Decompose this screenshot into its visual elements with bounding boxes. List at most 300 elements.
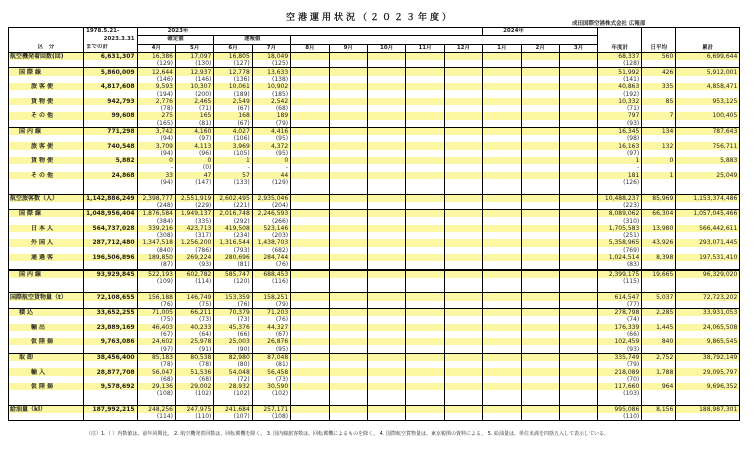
table-row-yoy [9, 232, 740, 239]
total-blank [676, 105, 740, 112]
empty-cell [444, 398, 482, 406]
month-yoy [367, 150, 405, 157]
month-value: 70,379 [214, 308, 252, 316]
daily-blank [642, 361, 676, 368]
month-value: 30,590 [252, 383, 290, 390]
month-value [329, 112, 367, 119]
empty-cell [521, 186, 559, 194]
month-yoy: (81) [214, 261, 252, 269]
month-value [291, 308, 329, 316]
month-value [367, 210, 405, 218]
month-yoy [483, 376, 521, 383]
empty-cell [252, 186, 290, 194]
month-yoy [406, 179, 444, 186]
row-label: 国際線 [9, 68, 84, 76]
month-value [329, 405, 367, 413]
month-value: 2,465 [175, 98, 213, 105]
month-yoy: (317) [175, 232, 213, 239]
row-label: 国際航空貨物量（t） [9, 293, 84, 301]
cumulative-total-value: 72,723,202 [676, 293, 740, 301]
month-value [559, 324, 597, 331]
month-yoy [367, 135, 405, 142]
month-header: 8月 [291, 44, 329, 52]
month-yoy: (146) [175, 76, 213, 83]
month-value [444, 293, 482, 301]
month-value: 29,002 [175, 383, 213, 390]
month-value [291, 98, 329, 105]
month-value [483, 157, 521, 164]
month-value [291, 225, 329, 232]
table-row [9, 127, 740, 135]
row-label-blank [9, 202, 84, 210]
month-yoy [329, 316, 367, 323]
month-yoy: (116) [252, 278, 290, 285]
month-header: 1月 [483, 44, 521, 52]
table-row-yoy [9, 376, 740, 383]
month-value [406, 98, 444, 105]
cumulative-blank [84, 361, 138, 368]
month-yoy [559, 301, 597, 309]
cumulative-value: 33,652,255 [84, 308, 138, 316]
annual-value: 117,660 [598, 383, 642, 390]
month-value: 688,453 [252, 270, 290, 278]
month-value [367, 338, 405, 345]
month-value [521, 254, 559, 261]
month-value: 17,097 [175, 52, 213, 60]
daily-blank [642, 345, 676, 353]
month-yoy: (130) [175, 60, 213, 68]
month-value: 165 [175, 112, 213, 119]
month-yoy [291, 76, 329, 83]
month-yoy [406, 60, 444, 68]
daily-blank [642, 261, 676, 269]
cumulative-blank [84, 76, 138, 83]
month-value [521, 52, 559, 60]
month-yoy: (185) [252, 90, 290, 97]
month-yoy: (189) [214, 90, 252, 97]
month-value [291, 210, 329, 218]
month-yoy: (102) [214, 390, 252, 397]
total-blank [676, 150, 740, 157]
month-yoy: (80) [214, 361, 252, 368]
month-value [406, 127, 444, 135]
cumulative-value: 9,763,086 [84, 338, 138, 345]
cumulative-total-value: 1,057,045,466 [676, 210, 740, 218]
month-value: 16,805 [214, 52, 252, 60]
annual-value: 51,992 [598, 68, 642, 76]
month-yoy: (136) [214, 76, 252, 83]
daily-blank [642, 179, 676, 186]
annual-value: 1 [598, 157, 642, 164]
empty-cell [367, 285, 405, 293]
month-value: 28,932 [214, 383, 252, 390]
row-label-blank [9, 376, 84, 383]
month-yoy: (78) [137, 361, 175, 368]
daily-blank [642, 247, 676, 254]
month-yoy: (78) [175, 361, 213, 368]
month-yoy: (229) [175, 202, 213, 210]
month-yoy [559, 105, 597, 112]
month-yoy [559, 164, 597, 171]
month-value [367, 83, 405, 90]
month-value [444, 142, 482, 149]
month-yoy [559, 202, 597, 210]
daily-average-value: 8,398 [642, 254, 676, 261]
month-header: 12月 [444, 44, 482, 52]
annual-yoy: (83) [598, 261, 642, 269]
month-value: 24,602 [137, 338, 175, 345]
month-yoy [444, 261, 482, 269]
month-value [406, 368, 444, 375]
month-yoy [367, 105, 405, 112]
month-yoy: (76) [214, 301, 252, 309]
month-yoy [444, 202, 482, 210]
annual-yoy: (128) [598, 60, 642, 68]
month-value [291, 112, 329, 119]
daily-average-value: 0 [642, 157, 676, 164]
month-value [483, 270, 521, 278]
month-value [483, 52, 521, 60]
daily-average-value: 2,752 [642, 353, 676, 361]
table-row [9, 112, 740, 119]
month-yoy: (138) [252, 76, 290, 83]
month-yoy [559, 361, 597, 368]
row-label-blank [9, 179, 84, 186]
month-value [521, 225, 559, 232]
empty-cell [676, 186, 740, 194]
month-yoy [291, 376, 329, 383]
month-yoy [559, 60, 597, 68]
cumulative-total-value: 5,883 [676, 157, 740, 164]
month-value [406, 68, 444, 76]
month-value: 4,416 [252, 127, 290, 135]
empty-cell [329, 398, 367, 406]
month-value [291, 194, 329, 202]
month-value [444, 368, 482, 375]
row-label: 仮陸揚 [9, 338, 84, 345]
month-yoy [483, 278, 521, 285]
month-value [559, 225, 597, 232]
month-yoy [406, 413, 444, 421]
month-yoy [406, 217, 444, 224]
empty-cell [676, 398, 740, 406]
month-yoy [329, 247, 367, 254]
month-yoy [521, 413, 559, 421]
month-value: 16,386 [137, 52, 175, 60]
month-yoy: (248) [137, 202, 175, 210]
month-value [329, 324, 367, 331]
month-value [444, 225, 482, 232]
month-value [521, 353, 559, 361]
month-yoy: (95) [252, 345, 290, 353]
total-blank [676, 261, 740, 269]
month-yoy [521, 232, 559, 239]
month-value: 10,307 [175, 83, 213, 90]
month-value: 4,160 [175, 127, 213, 135]
daily-blank [642, 120, 676, 128]
month-value: 423,713 [175, 225, 213, 232]
daily-average-value: 1,788 [642, 368, 676, 375]
month-value [367, 383, 405, 390]
daily-blank [642, 202, 676, 210]
empty-cell [367, 186, 405, 194]
month-yoy [329, 164, 367, 171]
month-yoy [483, 413, 521, 421]
annual-value: 278,798 [598, 308, 642, 316]
month-yoy [521, 376, 559, 383]
month-yoy [444, 301, 482, 309]
month-value [367, 254, 405, 261]
empty-cell [137, 186, 175, 194]
month-value: 1,876,584 [137, 210, 175, 218]
annual-yoy: (251) [598, 232, 642, 239]
table-row-yoy [9, 135, 740, 142]
month-yoy [329, 376, 367, 383]
organization-label: 成田国際空港株式会社 広報部 [572, 21, 646, 27]
month-value: 2,246,593 [252, 210, 290, 218]
annual-value: 16,163 [598, 142, 642, 149]
cumulative-blank [84, 301, 138, 309]
month-yoy: (194) [137, 90, 175, 97]
cumulative-blank [84, 232, 138, 239]
month-value: 3,742 [137, 127, 175, 135]
daily-blank [642, 413, 676, 421]
month-yoy [329, 232, 367, 239]
month-value: 158,251 [252, 293, 290, 301]
annual-value: 1,705,583 [598, 225, 642, 232]
month-value [329, 157, 367, 164]
month-value [291, 52, 329, 60]
month-yoy [483, 135, 521, 142]
spacer-row [9, 398, 740, 406]
month-header: 2月 [521, 44, 559, 52]
annual-yoy: (115) [598, 278, 642, 285]
month-yoy [367, 202, 405, 210]
month-value: 1,347,518 [137, 239, 175, 246]
daily-average-value: 840 [642, 338, 676, 345]
month-value: 12,778 [214, 68, 252, 76]
month-value: 46,403 [137, 324, 175, 331]
table-row-yoy [9, 301, 740, 309]
cumulative-value: 4,817,608 [84, 83, 138, 90]
month-yoy [559, 261, 597, 269]
cumulative-blank [84, 331, 138, 338]
table-row [9, 52, 740, 60]
month-yoy [521, 76, 559, 83]
month-value [291, 157, 329, 164]
daily-blank [642, 301, 676, 309]
cumulative-value: 287,712,480 [84, 239, 138, 246]
month-value: 71,005 [137, 308, 175, 316]
month-value [521, 383, 559, 390]
month-value: 47 [175, 172, 213, 179]
month-yoy [406, 105, 444, 112]
daily-average-value: 132 [642, 142, 676, 149]
daily-average-value: 1 [642, 172, 676, 179]
month-yoy [291, 105, 329, 112]
month-value [291, 127, 329, 135]
month-value [406, 157, 444, 164]
table-row-yoy [9, 345, 740, 353]
month-yoy [444, 331, 482, 338]
cumulative-blank [84, 150, 138, 157]
month-value [367, 172, 405, 179]
empty-cell [84, 186, 138, 194]
month-yoy [444, 105, 482, 112]
table-row [9, 270, 740, 278]
row-label: 貨物便 [9, 98, 84, 105]
month-yoy [559, 413, 597, 421]
month-value [444, 338, 482, 345]
empty-cell [84, 398, 138, 406]
total-blank [676, 247, 740, 254]
month-value [444, 239, 482, 246]
daily-blank [642, 232, 676, 239]
month-yoy [291, 217, 329, 224]
empty-cell [406, 398, 444, 406]
daily-average-value: 66,304 [642, 210, 676, 218]
cumulative-header-line1: 1978.5.21- [84, 28, 138, 36]
month-value [444, 68, 482, 76]
month-yoy: (147) [175, 179, 213, 186]
month-yoy [559, 90, 597, 97]
month-yoy [559, 390, 597, 397]
table-row [9, 157, 740, 164]
month-value [483, 98, 521, 105]
month-value: 12,937 [175, 68, 213, 76]
month-value [367, 157, 405, 164]
annual-value: 8,089,062 [598, 210, 642, 218]
month-value: 4,372 [252, 142, 290, 149]
month-value [367, 98, 405, 105]
month-yoy [521, 361, 559, 368]
month-value [291, 270, 329, 278]
month-header: 3月 [559, 44, 597, 52]
month-yoy: (292) [214, 217, 252, 224]
month-yoy [483, 179, 521, 186]
month-yoy: (79) [252, 301, 290, 309]
month-yoy: (64) [175, 331, 213, 338]
table-row-yoy [9, 261, 740, 269]
month-yoy: (384) [137, 217, 175, 224]
empty-cell [559, 186, 597, 194]
month-value [521, 172, 559, 179]
month-yoy [521, 316, 559, 323]
month-value: 4,113 [175, 142, 213, 149]
month-value [406, 52, 444, 60]
row-label-blank [9, 135, 84, 142]
month-yoy [444, 376, 482, 383]
month-yoy [521, 90, 559, 97]
month-value [329, 254, 367, 261]
month-yoy [367, 90, 405, 97]
daily-average-value: 335 [642, 83, 676, 90]
month-value: 0 [252, 157, 290, 164]
month-value: 10,061 [214, 83, 252, 90]
annual-value: 218,089 [598, 368, 642, 375]
month-value: 44,327 [252, 324, 290, 331]
empty-cell [598, 186, 642, 194]
annual-value: 10,332 [598, 98, 642, 105]
month-value [559, 52, 597, 60]
month-value [291, 142, 329, 149]
month-yoy [329, 261, 367, 269]
month-value [291, 324, 329, 331]
preliminary-header: 速報値 [214, 36, 291, 44]
month-yoy [483, 390, 521, 397]
cumulative-value: 38,456,400 [84, 353, 138, 361]
month-yoy [483, 76, 521, 83]
row-label: 国際線 [9, 210, 84, 218]
month-value [444, 308, 482, 316]
cumulative-total-value: 96,329,020 [676, 270, 740, 278]
empty-cell [252, 398, 290, 406]
month-value: 247,975 [175, 405, 213, 413]
month-value [367, 405, 405, 413]
month-yoy [329, 217, 367, 224]
year-2024-header: 2024年 [483, 28, 598, 36]
month-value [559, 210, 597, 218]
table-row [9, 210, 740, 218]
month-yoy [483, 247, 521, 254]
month-yoy [406, 202, 444, 210]
month-value [329, 194, 367, 202]
row-label: 日本人 [9, 225, 84, 232]
page-title: 空港運用状況（２０２３年度） [285, 13, 454, 23]
month-value: 51,536 [175, 368, 213, 375]
annual-value: 176,339 [598, 324, 642, 331]
empty-cell [214, 285, 252, 293]
daily-blank [642, 278, 676, 285]
table-row [9, 225, 740, 232]
month-header: 6月 [214, 44, 252, 52]
month-value: 523,146 [252, 225, 290, 232]
month-value [329, 210, 367, 218]
month-value: 2,542 [252, 98, 290, 105]
cumulative-blank [84, 135, 138, 142]
annual-value: 40,863 [598, 83, 642, 90]
month-yoy: (67) [137, 331, 175, 338]
cumulative-blank [84, 217, 138, 224]
month-value [406, 293, 444, 301]
empty-cell [175, 186, 213, 194]
annual-yoy: (310) [598, 217, 642, 224]
month-value [329, 338, 367, 345]
month-yoy [483, 261, 521, 269]
month-yoy [291, 179, 329, 186]
month-header: 9月 [329, 44, 367, 52]
month-yoy: (107) [214, 413, 252, 421]
month-value: 12,644 [137, 68, 175, 76]
month-yoy: (266) [252, 217, 290, 224]
empty-cell [214, 186, 252, 194]
month-yoy [291, 202, 329, 210]
month-yoy: (67) [214, 120, 252, 128]
row-label: 外国人 [9, 239, 84, 246]
annual-yoy: (98) [598, 135, 642, 142]
month-yoy [559, 179, 597, 186]
empty-cell [406, 285, 444, 293]
month-yoy [483, 331, 521, 338]
month-value: 189 [252, 112, 290, 119]
month-value [559, 308, 597, 316]
month-value [559, 142, 597, 149]
month-yoy: (109) [137, 278, 175, 285]
table-row [9, 308, 740, 316]
row-label: 輸入 [9, 368, 84, 375]
daily-average-value: 13,980 [642, 225, 676, 232]
empty-cell [642, 398, 676, 406]
